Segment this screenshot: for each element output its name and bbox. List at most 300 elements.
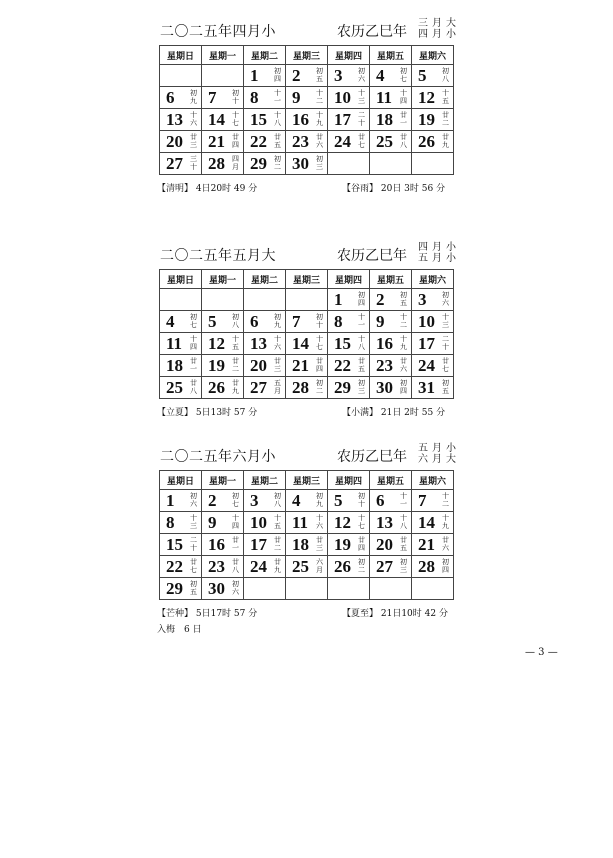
lunar-date: 初八 [442, 67, 449, 83]
day-cell [202, 355, 244, 377]
lunar-date: 十五 [442, 89, 449, 105]
day-number: 30 [208, 579, 225, 598]
week-row [160, 87, 454, 109]
lunar-date: 十二 [442, 492, 449, 508]
day-cell [412, 311, 454, 333]
day-number: 23 [208, 557, 225, 576]
day-cell [370, 131, 412, 153]
day-cell [328, 311, 370, 333]
day-cell [328, 556, 370, 578]
day-cell [412, 556, 454, 578]
day-cell [244, 355, 286, 377]
day-number: 22 [334, 356, 351, 375]
lunar-date: 十九 [400, 335, 407, 351]
lunar-date: 十九 [442, 514, 449, 530]
day-number: 14 [418, 513, 435, 532]
lunar-date: 初九 [316, 492, 323, 508]
week-row [160, 556, 454, 578]
solar-term: 【夏至】 21日10时 42 分 [342, 609, 448, 619]
empty-cell [286, 578, 328, 600]
empty-cell [202, 289, 244, 311]
empty-cell [412, 578, 454, 600]
empty-cell [244, 289, 286, 311]
day-cell [244, 153, 286, 175]
solar-term: 【小满】 21日 2时 55 分 [342, 408, 446, 418]
lunar-date: 二十 [442, 335, 449, 351]
day-cell [370, 377, 412, 399]
day-number: 11 [376, 88, 393, 107]
weekday-header: 星期四 [328, 270, 370, 289]
day-cell [370, 556, 412, 578]
week-row [160, 512, 454, 534]
day-number: 9 [292, 88, 301, 107]
empty-cell [412, 153, 454, 175]
lunar-date: 三十 [190, 155, 197, 171]
week-row [160, 131, 454, 153]
day-cell [328, 355, 370, 377]
day-cell [370, 512, 412, 534]
lunar-date: 初四 [274, 67, 281, 83]
lunar-date: 十六 [190, 111, 197, 127]
empty-cell [328, 578, 370, 600]
lunar-date: 廿四 [358, 536, 365, 552]
lunar-date: 初九 [190, 89, 197, 105]
day-number: 9 [376, 312, 385, 331]
lunar-date: 初二 [358, 558, 365, 574]
day-cell [244, 556, 286, 578]
day-cell [244, 333, 286, 355]
day-number: 4 [166, 312, 175, 331]
week-row [160, 490, 454, 512]
day-number: 22 [250, 132, 267, 151]
day-number: 5 [418, 66, 427, 85]
day-number: 1 [334, 290, 343, 309]
day-cell [202, 109, 244, 131]
lunar-date: 初六 [190, 492, 197, 508]
day-cell [202, 87, 244, 109]
day-number: 24 [418, 356, 435, 375]
day-cell [160, 311, 202, 333]
day-number: 22 [166, 557, 183, 576]
day-number: 7 [292, 312, 301, 331]
day-cell [328, 512, 370, 534]
lunar-date: 十四 [400, 89, 407, 105]
lunar-date: 廿一 [400, 111, 407, 127]
day-number: 16 [292, 110, 309, 129]
lunar-date: 初十 [232, 89, 239, 105]
weekday-header: 星期五 [370, 471, 412, 490]
weekday-header: 星期二 [244, 270, 286, 289]
day-cell [286, 512, 328, 534]
lunar-date: 十三 [190, 514, 197, 530]
day-number: 19 [208, 356, 225, 375]
lunar-date: 六月 [316, 558, 323, 574]
lunar-date: 初七 [232, 492, 239, 508]
day-number: 15 [334, 334, 351, 353]
day-cell [328, 534, 370, 556]
empty-cell [160, 289, 202, 311]
day-number: 29 [334, 378, 351, 397]
day-cell [412, 355, 454, 377]
calendar-grid [159, 45, 454, 175]
day-cell [328, 377, 370, 399]
day-cell [370, 311, 412, 333]
day-cell [328, 65, 370, 87]
day-cell [286, 333, 328, 355]
day-number: 16 [376, 334, 393, 353]
month-block-may [159, 242, 454, 421]
lunar-date: 廿六 [400, 357, 407, 373]
lunar-date: 初五 [400, 291, 407, 307]
lunar-date: 廿七 [190, 558, 197, 574]
day-cell [286, 534, 328, 556]
day-number: 26 [208, 378, 225, 397]
lunar-date: 廿五 [400, 536, 407, 552]
day-cell [244, 65, 286, 87]
week-row [160, 333, 454, 355]
day-number: 20 [166, 132, 183, 151]
solar-terms [157, 606, 454, 635]
day-cell [370, 355, 412, 377]
weekday-header: 星期一 [202, 270, 244, 289]
lunar-date: 初六 [442, 291, 449, 307]
lunar-year: 农历乙巳年 [337, 24, 407, 40]
day-cell [160, 377, 202, 399]
lunar-date: 廿八 [400, 133, 407, 149]
month-title: 二〇二五年六月小 [160, 449, 276, 465]
week-row [160, 355, 454, 377]
lunar-date: 初三 [400, 558, 407, 574]
month-block-june [157, 443, 456, 635]
week-row [160, 311, 454, 333]
solar-term: 【立夏】 5日13时 57 分 [157, 408, 258, 418]
day-cell [370, 289, 412, 311]
day-cell [328, 333, 370, 355]
weekday-header: 星期二 [244, 471, 286, 490]
lunar-date: 廿三 [190, 133, 197, 149]
day-cell [160, 578, 202, 600]
day-number: 7 [418, 491, 427, 510]
day-cell [412, 512, 454, 534]
lunar-date: 廿二 [232, 357, 239, 373]
day-number: 10 [418, 312, 435, 331]
lunar-date: 初十 [358, 492, 365, 508]
day-number: 2 [292, 66, 301, 85]
day-number: 25 [292, 557, 309, 576]
empty-cell [286, 289, 328, 311]
day-cell [244, 131, 286, 153]
lunar-date: 四月 [232, 155, 239, 171]
lunar-year: 农历乙巳年 [337, 248, 407, 264]
weekday-header: 星期日 [160, 471, 202, 490]
day-cell [244, 512, 286, 534]
month-title: 二〇二五年五月大 [160, 248, 276, 264]
day-cell [286, 490, 328, 512]
day-number: 10 [250, 513, 267, 532]
day-number: 8 [166, 513, 175, 532]
weekday-header: 星期二 [244, 46, 286, 65]
day-cell [370, 109, 412, 131]
day-number: 12 [418, 88, 435, 107]
lunar-date: 廿六 [442, 536, 449, 552]
lunar-date: 初九 [274, 313, 281, 329]
weekday-header: 星期五 [370, 270, 412, 289]
week-row [160, 578, 454, 600]
day-number: 12 [208, 334, 225, 353]
lunar-date: 二十 [358, 111, 365, 127]
lunar-date: 初四 [400, 379, 407, 395]
lunar-date: 初七 [190, 313, 197, 329]
lunar-date: 廿七 [358, 133, 365, 149]
day-cell [328, 109, 370, 131]
day-number: 21 [208, 132, 225, 151]
week-row [160, 377, 454, 399]
day-number: 5 [208, 312, 217, 331]
day-cell [202, 333, 244, 355]
lunar-date: 廿一 [190, 357, 197, 373]
lunar-date: 廿四 [316, 357, 323, 373]
day-number: 18 [292, 535, 309, 554]
day-number: 28 [418, 557, 435, 576]
day-cell [244, 377, 286, 399]
day-cell [370, 534, 412, 556]
month-header [159, 242, 454, 269]
day-number: 8 [250, 88, 259, 107]
day-number: 19 [334, 535, 351, 554]
lunar-date: 十八 [358, 335, 365, 351]
plum-rain-note: 入梅 6 日 [157, 625, 202, 635]
day-cell [412, 333, 454, 355]
day-number: 17 [334, 110, 351, 129]
lunar-date: 十一 [400, 492, 407, 508]
day-number: 13 [250, 334, 267, 353]
day-cell [412, 109, 454, 131]
day-number: 14 [292, 334, 309, 353]
empty-cell [370, 578, 412, 600]
solar-term: 【清明】 4日20时 49 分 [157, 184, 258, 194]
lunar-date: 廿八 [190, 379, 197, 395]
day-cell [160, 109, 202, 131]
weekday-header: 星期三 [286, 46, 328, 65]
day-cell [160, 490, 202, 512]
day-cell [244, 311, 286, 333]
day-number: 13 [166, 110, 183, 129]
weekday-header: 星期五 [370, 46, 412, 65]
lunar-date: 初二 [316, 379, 323, 395]
day-cell [244, 490, 286, 512]
day-cell [202, 377, 244, 399]
day-cell [202, 556, 244, 578]
weekday-header: 星期日 [160, 46, 202, 65]
day-number: 24 [334, 132, 351, 151]
empty-cell [370, 153, 412, 175]
lunar-date: 十七 [358, 514, 365, 530]
day-number: 6 [166, 88, 175, 107]
day-number: 15 [250, 110, 267, 129]
day-cell [160, 534, 202, 556]
day-cell [202, 578, 244, 600]
month-title: 二〇二五年四月小 [160, 24, 276, 40]
day-number: 3 [418, 290, 427, 309]
lunar-date: 廿一 [232, 536, 239, 552]
lunar-date: 初八 [274, 492, 281, 508]
empty-cell [160, 65, 202, 87]
day-number: 1 [166, 491, 175, 510]
month-header [159, 18, 454, 45]
lunar-date: 十一 [358, 313, 365, 329]
day-number: 26 [334, 557, 351, 576]
day-number: 10 [334, 88, 351, 107]
day-cell [286, 355, 328, 377]
day-cell [286, 87, 328, 109]
day-cell [202, 512, 244, 534]
lunar-month-sizes: 四 五 月 月 小 小 [418, 242, 456, 264]
day-number: 23 [292, 132, 309, 151]
lunar-month-sizes: 三 四 月 月 大 小 [418, 18, 456, 40]
day-cell [160, 512, 202, 534]
day-number: 4 [292, 491, 301, 510]
lunar-date: 十三 [358, 89, 365, 105]
day-cell [328, 490, 370, 512]
day-number: 9 [208, 513, 217, 532]
week-row [160, 534, 454, 556]
month-header [159, 443, 454, 470]
day-cell [286, 109, 328, 131]
lunar-date: 廿九 [274, 558, 281, 574]
day-number: 20 [250, 356, 267, 375]
day-number: 5 [334, 491, 343, 510]
solar-term: 【芒种】 5日17时 57 分 [157, 609, 258, 619]
day-number: 15 [166, 535, 183, 554]
day-cell [160, 153, 202, 175]
day-number: 18 [166, 356, 183, 375]
day-number: 25 [166, 378, 183, 397]
lunar-date: 十九 [316, 111, 323, 127]
page-number: — 3 — [525, 647, 558, 658]
day-cell [412, 65, 454, 87]
lunar-date: 十八 [274, 111, 281, 127]
day-cell [286, 311, 328, 333]
lunar-date: 十一 [274, 89, 281, 105]
weekday-header: 星期日 [160, 270, 202, 289]
day-number: 25 [376, 132, 393, 151]
lunar-year: 农历乙巳年 [337, 449, 407, 465]
lunar-date: 廿五 [274, 133, 281, 149]
day-cell [412, 87, 454, 109]
lunar-date: 十四 [232, 514, 239, 530]
solar-terms [159, 405, 454, 421]
day-cell [244, 109, 286, 131]
lunar-date: 初四 [442, 558, 449, 574]
day-cell [244, 534, 286, 556]
lunar-date: 廿七 [442, 357, 449, 373]
weekday-header: 星期六 [412, 46, 454, 65]
lunar-month-sizes: 五 六 月 月 小 大 [418, 443, 456, 465]
day-cell [412, 534, 454, 556]
day-number: 18 [376, 110, 393, 129]
weekday-header: 星期四 [328, 471, 370, 490]
weekday-header: 星期一 [202, 46, 244, 65]
day-number: 16 [208, 535, 225, 554]
day-cell [370, 333, 412, 355]
day-cell [202, 534, 244, 556]
day-cell [160, 355, 202, 377]
day-number: 27 [166, 154, 183, 173]
lunar-date: 初五 [316, 67, 323, 83]
day-cell [370, 490, 412, 512]
day-number: 4 [376, 66, 385, 85]
lunar-date: 十四 [190, 335, 197, 351]
day-number: 28 [208, 154, 225, 173]
day-number: 27 [376, 557, 393, 576]
day-number: 27 [250, 378, 267, 397]
day-cell [202, 153, 244, 175]
day-number: 3 [250, 491, 259, 510]
lunar-date: 十二 [316, 89, 323, 105]
lunar-date: 廿二 [442, 111, 449, 127]
day-number: 6 [376, 491, 385, 510]
day-cell [202, 131, 244, 153]
weekday-header: 星期六 [412, 270, 454, 289]
day-number: 8 [334, 312, 343, 331]
day-number: 19 [418, 110, 435, 129]
day-cell [370, 65, 412, 87]
day-cell [370, 87, 412, 109]
day-cell [202, 311, 244, 333]
day-cell [160, 333, 202, 355]
day-number: 24 [250, 557, 267, 576]
week-row [160, 65, 454, 87]
lunar-date: 廿二 [274, 536, 281, 552]
day-number: 23 [376, 356, 393, 375]
weekday-header: 星期四 [328, 46, 370, 65]
day-cell [160, 131, 202, 153]
day-cell [412, 377, 454, 399]
day-cell [286, 131, 328, 153]
solar-term: 【谷雨】 20日 3时 56 分 [342, 184, 446, 194]
lunar-date: 十八 [400, 514, 407, 530]
lunar-date: 初三 [316, 155, 323, 171]
weekday-header: 星期一 [202, 471, 244, 490]
day-number: 2 [376, 290, 385, 309]
lunar-date: 廿三 [274, 357, 281, 373]
lunar-date: 初六 [232, 580, 239, 596]
lunar-date: 十五 [274, 514, 281, 530]
day-number: 6 [250, 312, 259, 331]
day-cell [286, 377, 328, 399]
empty-cell [244, 578, 286, 600]
day-number: 30 [292, 154, 309, 173]
week-row [160, 289, 454, 311]
lunar-date: 二十 [190, 536, 197, 552]
day-number: 29 [250, 154, 267, 173]
lunar-date: 廿四 [232, 133, 239, 149]
lunar-date: 廿六 [316, 133, 323, 149]
day-number: 13 [376, 513, 393, 532]
lunar-date: 十六 [316, 514, 323, 530]
weekday-header: 星期三 [286, 270, 328, 289]
day-cell [328, 289, 370, 311]
day-number: 30 [376, 378, 393, 397]
day-cell [328, 131, 370, 153]
day-cell [160, 556, 202, 578]
lunar-date: 初六 [358, 67, 365, 83]
lunar-date: 十七 [232, 111, 239, 127]
day-number: 26 [418, 132, 435, 151]
day-cell [412, 289, 454, 311]
week-row [160, 109, 454, 131]
day-number: 28 [292, 378, 309, 397]
